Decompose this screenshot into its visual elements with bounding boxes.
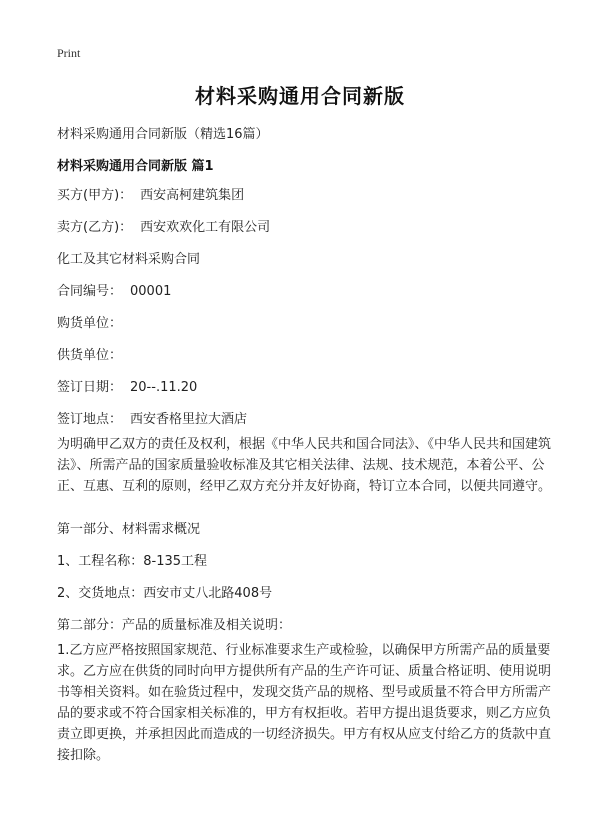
sign-place-value: 西安香格里拉大酒店	[130, 412, 248, 427]
delivery-place-line	[57, 582, 272, 601]
part1-title: 第一部分、材料需求概况	[57, 522, 201, 537]
project-name-line	[57, 550, 207, 569]
buyer-value: 西安高柯建筑集团	[140, 188, 245, 203]
delivery-place-value: 西安市丈八北路408号	[143, 586, 273, 601]
section-heading: 材料采购通用合同新版 篇1	[57, 159, 214, 174]
sign-date-line	[57, 376, 197, 395]
contract-no-value: 00001	[130, 284, 172, 299]
sign-date-value: 20--.11.20	[130, 380, 198, 395]
purchaser-unit-line	[57, 312, 130, 331]
delivery-place-label: 2、交货地点：	[57, 586, 144, 601]
sign-place-line	[57, 408, 247, 427]
sign-date-label: 签订日期：	[57, 380, 123, 395]
contract-name: 化工及其它材料采购合同	[57, 252, 201, 267]
buyer-label: 买方(甲方)：	[57, 188, 133, 203]
preamble-paragraph: 为明确甲乙双方的责任及权利，根据《中华人民共和国合同法》、《中华人民共和国建筑法》、所需产品的国家质量验收标准及其它相关法律、法规、技术规范，本着公平、公正、互惠、互利的原则，经甲乙双方充分并友好协商，特订立本合同，以便共同遵守。	[57, 437, 552, 494]
print-link[interactable]: Print	[57, 46, 81, 60]
seller-value: 西安欢欢化工有限公司	[140, 220, 271, 235]
contract-no-label: 合同编号：	[57, 284, 123, 299]
supplier-unit-label: 供货单位：	[57, 348, 123, 363]
contract-no-line	[57, 280, 171, 299]
purchaser-unit-label: 购货单位：	[57, 316, 123, 331]
seller-label: 卖方(乙方)：	[57, 220, 133, 235]
part2-title: 第二部分：产品的质量标准及相关说明：	[57, 618, 292, 633]
project-name-label: 1、工程名称：	[57, 554, 144, 569]
document-title: 材料采购通用合同新版	[195, 84, 405, 108]
seller-line	[57, 216, 270, 235]
supplier-unit-line	[57, 344, 130, 363]
buyer-line	[57, 184, 244, 203]
clause1-paragraph: 1.乙方应严格按照国家规范、行业标准要求生产或检验，以确保甲方所需产品的质量要求。乙方应在供货的同时向甲方提供所有产品的生产许可证、质量合格证明、使用说明书等相关资料。如在验货过程中，发现交货产品的规格、型号或质量不符合甲方所需产品的要求或不符合国家相关标准的，甲方有权拒收。若甲方提出退货要求，则乙方应负责立即更换，并承担因此而造成的一切经济损失。甲方有权从应支付给乙方的货款中直接扣除。	[57, 643, 552, 763]
document-subtitle: 材料采购通用合同新版（精选16篇）	[57, 127, 269, 142]
sign-place-label: 签订地点：	[57, 412, 123, 427]
project-name-value: 8-135工程	[143, 554, 208, 569]
